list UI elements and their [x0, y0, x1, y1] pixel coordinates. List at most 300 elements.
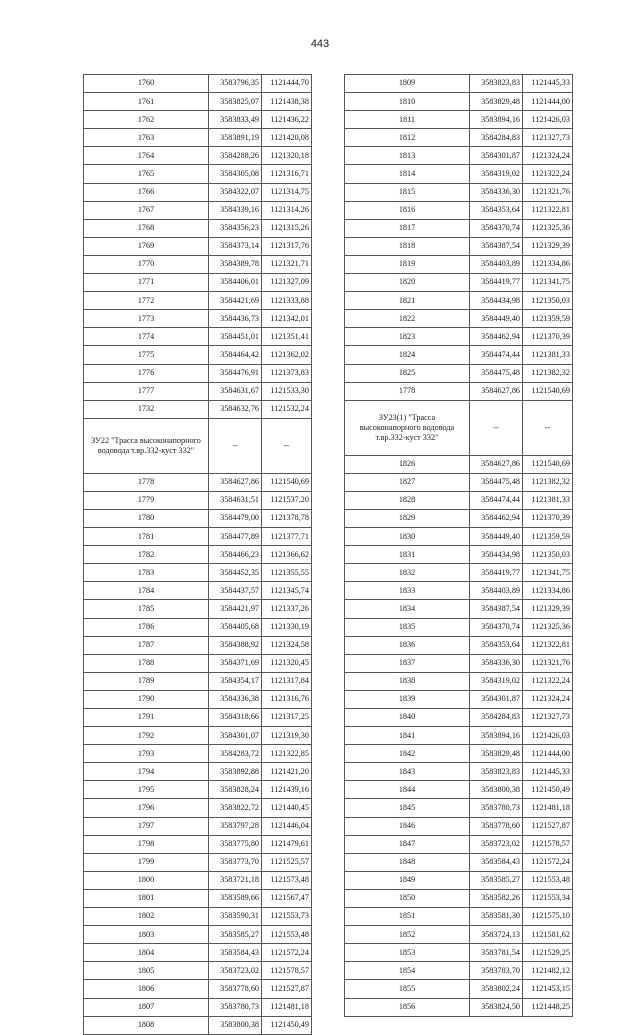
table-row [345, 165, 573, 183]
section-label: ЗУ22 "Трасса высоконапорного водовода т.вр.332-куст 332" [84, 418, 209, 473]
coord-y: 1121324,24 [523, 147, 573, 165]
coord-y: 1121322,81 [523, 201, 573, 219]
coord-x: 3583724,13 [470, 926, 523, 944]
point-number: 1839 [345, 690, 470, 708]
coord-x: 3583585,27 [209, 926, 262, 944]
point-number: 1788 [84, 654, 209, 672]
point-number: 1837 [345, 654, 470, 672]
point-number: 1814 [345, 165, 470, 183]
coord-y: 1121316,71 [262, 165, 312, 183]
point-number: 1777 [84, 382, 209, 400]
coord-y: 1121438,38 [262, 93, 312, 111]
point-number: 1809 [345, 75, 470, 93]
coord-y: 1121381,33 [523, 491, 573, 509]
coord-y: 1121440,45 [262, 799, 312, 817]
point-number: 1767 [84, 201, 209, 219]
point-number: 1842 [345, 745, 470, 763]
coord-y: 1121381,33 [523, 346, 573, 364]
table-row [345, 781, 573, 799]
coord-y: 1121420,08 [262, 129, 312, 147]
coord-y: 1121553,48 [523, 871, 573, 889]
coord-x: 3584475,48 [470, 473, 523, 491]
point-number: 1853 [345, 944, 470, 962]
table-row [84, 709, 312, 727]
point-number: 1787 [84, 636, 209, 654]
coord-y: 1121322,85 [262, 745, 312, 763]
table-row [84, 75, 312, 93]
point-number: 1769 [84, 237, 209, 255]
table-row [84, 763, 312, 781]
coord-x: 3584419,77 [470, 564, 523, 582]
coord-x: 3583584,43 [209, 944, 262, 962]
table-row [84, 672, 312, 690]
point-number: 1836 [345, 636, 470, 654]
table-row [345, 382, 573, 400]
coord-y: 1121322,24 [523, 672, 573, 690]
coord-x: 3583823,83 [470, 763, 523, 781]
coord-x: 3583796,35 [209, 75, 262, 93]
coord-x: 3584437,57 [209, 582, 262, 600]
table-row [84, 835, 312, 853]
table-row [345, 709, 573, 727]
point-number: 1801 [84, 889, 209, 907]
coord-y: 1121529,25 [523, 944, 573, 962]
coord-x: 3584462,94 [470, 509, 523, 527]
coord-y: 1121370,39 [523, 509, 573, 527]
coord-x: 3584319,02 [470, 165, 523, 183]
table-row [345, 817, 573, 835]
coord-x: 3583802,24 [470, 980, 523, 998]
point-number: 1803 [84, 926, 209, 944]
coord-x: 3583800,38 [470, 781, 523, 799]
table-row [84, 998, 312, 1016]
table-row [84, 165, 312, 183]
coord-x: 3584305,08 [209, 165, 262, 183]
coord-y: 1121527,87 [523, 817, 573, 835]
point-number: 1826 [345, 455, 470, 473]
coord-x: 3583829,48 [470, 745, 523, 763]
point-number: 1804 [84, 944, 209, 962]
point-number: 1781 [84, 528, 209, 546]
point-number: 1827 [345, 473, 470, 491]
point-number: 1778 [345, 382, 470, 400]
point-number: 1779 [84, 491, 209, 509]
coord-y: 1121533,30 [262, 382, 312, 400]
coord-y: 1121444,70 [262, 75, 312, 93]
table-row [84, 219, 312, 237]
point-number: 1791 [84, 709, 209, 727]
point-number: 1800 [84, 871, 209, 889]
coord-y: 1121540,69 [523, 455, 573, 473]
point-number: 1794 [84, 763, 209, 781]
coord-x: 3583894,16 [470, 727, 523, 745]
coord-y: 1121553,48 [262, 926, 312, 944]
point-number: 1732 [84, 400, 209, 418]
coord-x: 3584301,87 [470, 147, 523, 165]
table-row [345, 364, 573, 382]
point-number: 1790 [84, 690, 209, 708]
coord-x: 3584336,30 [470, 654, 523, 672]
coord-y: 1121327,73 [523, 709, 573, 727]
point-number: 1840 [345, 709, 470, 727]
table-row [84, 564, 312, 582]
coord-y: 1121479,61 [262, 835, 312, 853]
table-row [84, 745, 312, 763]
coord-x: 3584319,02 [470, 672, 523, 690]
section-y-placeholder: -- [262, 418, 312, 473]
table-row [345, 183, 573, 201]
table-row [345, 147, 573, 165]
section-label: ЗУ23(1) "Трасса высоконапорного водовода т.вр.332-куст 332" [345, 400, 470, 455]
table-row [84, 871, 312, 889]
point-number: 1838 [345, 672, 470, 690]
coord-x: 3584284,83 [470, 709, 523, 727]
coord-y: 1121436,22 [262, 111, 312, 129]
coord-x: 3584403,89 [470, 255, 523, 273]
point-number: 1806 [84, 980, 209, 998]
coord-y: 1121317,76 [262, 237, 312, 255]
table-row [345, 564, 573, 582]
table-row [84, 1016, 312, 1034]
point-number: 1822 [345, 310, 470, 328]
coord-x: 3584388,92 [209, 636, 262, 654]
coord-x: 3583825,07 [209, 93, 262, 111]
table-row [84, 853, 312, 871]
coord-y: 1121342,01 [262, 310, 312, 328]
point-number: 1789 [84, 672, 209, 690]
coord-x: 3584353,64 [470, 636, 523, 654]
point-number: 1811 [345, 111, 470, 129]
table-row [345, 310, 573, 328]
coord-y: 1121317,84 [262, 672, 312, 690]
point-number: 1856 [345, 998, 470, 1016]
coord-x: 3584421,69 [209, 292, 262, 310]
table-row [345, 763, 573, 781]
point-number: 1763 [84, 129, 209, 147]
table-row [84, 908, 312, 926]
point-number: 1764 [84, 147, 209, 165]
point-number: 1774 [84, 328, 209, 346]
coord-y: 1121444,00 [523, 745, 573, 763]
point-number: 1829 [345, 509, 470, 527]
table-row [345, 129, 573, 147]
coord-x: 3584301,87 [470, 690, 523, 708]
coord-y: 1121581,62 [523, 926, 573, 944]
point-number: 1816 [345, 201, 470, 219]
point-number: 1817 [345, 219, 470, 237]
point-number: 1807 [84, 998, 209, 1016]
coord-x: 3584479,00 [209, 509, 262, 527]
coord-x: 3584474,44 [470, 346, 523, 364]
coord-x: 3583778,60 [470, 817, 523, 835]
table-row [84, 274, 312, 292]
coord-y: 1121481,18 [523, 799, 573, 817]
point-number: 1835 [345, 618, 470, 636]
coord-x: 3584419,77 [470, 274, 523, 292]
coord-y: 1121334,86 [523, 582, 573, 600]
coord-y: 1121445,33 [523, 763, 573, 781]
coord-y: 1121378,78 [262, 509, 312, 527]
table-row [84, 364, 312, 382]
table-row [345, 871, 573, 889]
coord-x: 3583892,88 [209, 763, 262, 781]
coord-y: 1121444,00 [523, 93, 573, 111]
coord-x: 3583775,80 [209, 835, 262, 853]
table-row [345, 546, 573, 564]
coord-x: 3584405,68 [209, 618, 262, 636]
table-row [345, 255, 573, 273]
coord-y: 1121532,24 [262, 400, 312, 418]
coord-y: 1121573,48 [262, 871, 312, 889]
coord-y: 1121439,16 [262, 781, 312, 799]
coord-y: 1121370,39 [523, 328, 573, 346]
point-number: 1783 [84, 564, 209, 582]
coord-y: 1121327,73 [523, 129, 573, 147]
coord-y: 1121314,26 [262, 201, 312, 219]
coord-y: 1121527,87 [262, 980, 312, 998]
coord-x: 3584387,54 [470, 237, 523, 255]
table-row [84, 129, 312, 147]
coord-x: 3583833,49 [209, 111, 262, 129]
coord-y: 1121350,03 [523, 292, 573, 310]
coord-y: 1121327,09 [262, 274, 312, 292]
point-number: 1818 [345, 237, 470, 255]
point-number: 1797 [84, 817, 209, 835]
coordinates-table-left [83, 74, 312, 1035]
coord-y: 1121321,76 [523, 183, 573, 201]
section-x-placeholder: -- [470, 400, 523, 455]
coord-x: 3584631,67 [209, 382, 262, 400]
coord-x: 3584283,72 [209, 745, 262, 763]
coord-x: 3583721,18 [209, 871, 262, 889]
table-row [84, 111, 312, 129]
coord-x: 3584627,86 [470, 455, 523, 473]
table-row [345, 690, 573, 708]
coord-y: 1121445,33 [523, 75, 573, 93]
coord-y: 1121324,58 [262, 636, 312, 654]
coord-x: 3584627,86 [209, 473, 262, 491]
section-header-row [345, 400, 573, 455]
point-number: 1854 [345, 962, 470, 980]
table-row [84, 328, 312, 346]
coord-y: 1121317,25 [262, 709, 312, 727]
coord-x: 3584284,83 [470, 129, 523, 147]
coord-y: 1121450,49 [262, 1016, 312, 1034]
coord-x: 3584627,86 [470, 382, 523, 400]
coord-x: 3583582,26 [470, 889, 523, 907]
coord-y: 1121325,36 [523, 618, 573, 636]
coord-y: 1121578,57 [262, 962, 312, 980]
table-row [84, 926, 312, 944]
table-row [84, 237, 312, 255]
coord-y: 1121322,24 [523, 165, 573, 183]
point-number: 1830 [345, 528, 470, 546]
point-number: 1778 [84, 473, 209, 491]
coord-x: 3583590,31 [209, 908, 262, 926]
table-row [84, 618, 312, 636]
coord-x: 3583584,43 [470, 853, 523, 871]
coord-x: 3584336,38 [209, 690, 262, 708]
table-row [84, 473, 312, 491]
point-number: 1796 [84, 799, 209, 817]
point-number: 1761 [84, 93, 209, 111]
coord-y: 1121366,62 [262, 546, 312, 564]
point-number: 1819 [345, 255, 470, 273]
coord-x: 3584477,89 [209, 528, 262, 546]
coord-x: 3584370,74 [470, 618, 523, 636]
coord-x: 3583822,72 [209, 799, 262, 817]
coord-y: 1121329,39 [523, 237, 573, 255]
point-number: 1825 [345, 364, 470, 382]
coord-y: 1121316,76 [262, 690, 312, 708]
coord-y: 1121321,71 [262, 255, 312, 273]
coord-y: 1121330,19 [262, 618, 312, 636]
coord-y: 1121341,75 [523, 564, 573, 582]
coord-x: 3584462,94 [470, 328, 523, 346]
point-number: 1805 [84, 962, 209, 980]
table-row [84, 546, 312, 564]
point-number: 1834 [345, 600, 470, 618]
point-number: 1786 [84, 618, 209, 636]
table-row [84, 509, 312, 527]
table-row [84, 727, 312, 745]
table-row [345, 727, 573, 745]
coord-y: 1121325,36 [523, 219, 573, 237]
coord-y: 1121322,81 [523, 636, 573, 654]
coord-x: 3584631,51 [209, 491, 262, 509]
coord-x: 3584434,98 [470, 292, 523, 310]
coordinates-table-right [344, 74, 573, 1017]
point-number: 1852 [345, 926, 470, 944]
table-row [345, 219, 573, 237]
point-number: 1776 [84, 364, 209, 382]
coord-x: 3583773,70 [209, 853, 262, 871]
table-row [345, 201, 573, 219]
coord-y: 1121314,75 [262, 183, 312, 201]
coord-y: 1121359,59 [523, 310, 573, 328]
coord-x: 3584464,42 [209, 346, 262, 364]
coord-y: 1121572,24 [523, 853, 573, 871]
point-number: 1770 [84, 255, 209, 273]
table-row [84, 400, 312, 418]
table-row [345, 328, 573, 346]
point-number: 1820 [345, 274, 470, 292]
coord-y: 1121421,20 [262, 763, 312, 781]
section-header-row [84, 418, 312, 473]
point-number: 1793 [84, 745, 209, 763]
point-number: 1841 [345, 727, 470, 745]
coord-x: 3584434,98 [470, 546, 523, 564]
coord-x: 3584354,17 [209, 672, 262, 690]
point-number: 1823 [345, 328, 470, 346]
point-number: 1851 [345, 908, 470, 926]
coord-x: 3584339,16 [209, 201, 262, 219]
coord-x: 3583589,66 [209, 889, 262, 907]
table-row [84, 292, 312, 310]
point-number: 1847 [345, 835, 470, 853]
table-row [345, 636, 573, 654]
coord-y: 1121337,26 [262, 600, 312, 618]
coord-y: 1121426,03 [523, 727, 573, 745]
point-number: 1813 [345, 147, 470, 165]
coord-x: 3583723,02 [209, 962, 262, 980]
table-row [84, 781, 312, 799]
coord-y: 1121525,57 [262, 853, 312, 871]
coord-y: 1121481,18 [262, 998, 312, 1016]
point-number: 1798 [84, 835, 209, 853]
coord-x: 3584449,40 [470, 528, 523, 546]
table-row [345, 853, 573, 871]
coord-y: 1121359,59 [523, 528, 573, 546]
coord-y: 1121446,04 [262, 817, 312, 835]
point-number: 1780 [84, 509, 209, 527]
point-number: 1760 [84, 75, 209, 93]
table-row [84, 944, 312, 962]
coord-x: 3584387,54 [470, 600, 523, 618]
coord-y: 1121450,49 [523, 781, 573, 799]
table-row [345, 237, 573, 255]
point-number: 1828 [345, 491, 470, 509]
table-row [345, 998, 573, 1016]
table-row [345, 835, 573, 853]
table-row [345, 944, 573, 962]
coord-x: 3584371,69 [209, 654, 262, 672]
coord-x: 3583829,48 [470, 93, 523, 111]
point-number: 1845 [345, 799, 470, 817]
coord-y: 1121567,47 [262, 889, 312, 907]
coord-y: 1121540,69 [262, 473, 312, 491]
coord-y: 1121324,24 [523, 690, 573, 708]
coord-x: 3584353,64 [470, 201, 523, 219]
point-number: 1849 [345, 871, 470, 889]
coord-y: 1121426,03 [523, 111, 573, 129]
table-row [84, 310, 312, 328]
table-row [84, 654, 312, 672]
table-row [84, 528, 312, 546]
table-row [345, 745, 573, 763]
point-number: 1831 [345, 546, 470, 564]
coord-x: 3583581,30 [470, 908, 523, 926]
point-number: 1821 [345, 292, 470, 310]
table-row [345, 582, 573, 600]
point-number: 1773 [84, 310, 209, 328]
table-row [345, 926, 573, 944]
table-row [84, 582, 312, 600]
table-row [345, 672, 573, 690]
point-number: 1848 [345, 853, 470, 871]
coord-x: 3583783,70 [470, 962, 523, 980]
coord-x: 3583778,60 [209, 980, 262, 998]
table-row [345, 75, 573, 93]
table-row [345, 908, 573, 926]
coord-y: 1121345,74 [262, 582, 312, 600]
section-x-placeholder: -- [209, 418, 262, 473]
table-row [84, 980, 312, 998]
coord-x: 3583585,27 [470, 871, 523, 889]
coord-x: 3584474,44 [470, 491, 523, 509]
coord-x: 3584288,26 [209, 147, 262, 165]
coord-x: 3584452,35 [209, 564, 262, 582]
coord-x: 3584475,48 [470, 364, 523, 382]
table-row [84, 183, 312, 201]
point-number: 1833 [345, 582, 470, 600]
table-row [345, 473, 573, 491]
coord-x: 3583780,73 [209, 998, 262, 1016]
point-number: 1765 [84, 165, 209, 183]
coord-x: 3584466,23 [209, 546, 262, 564]
coord-y: 1121341,75 [523, 274, 573, 292]
coord-x: 3584301,07 [209, 727, 262, 745]
